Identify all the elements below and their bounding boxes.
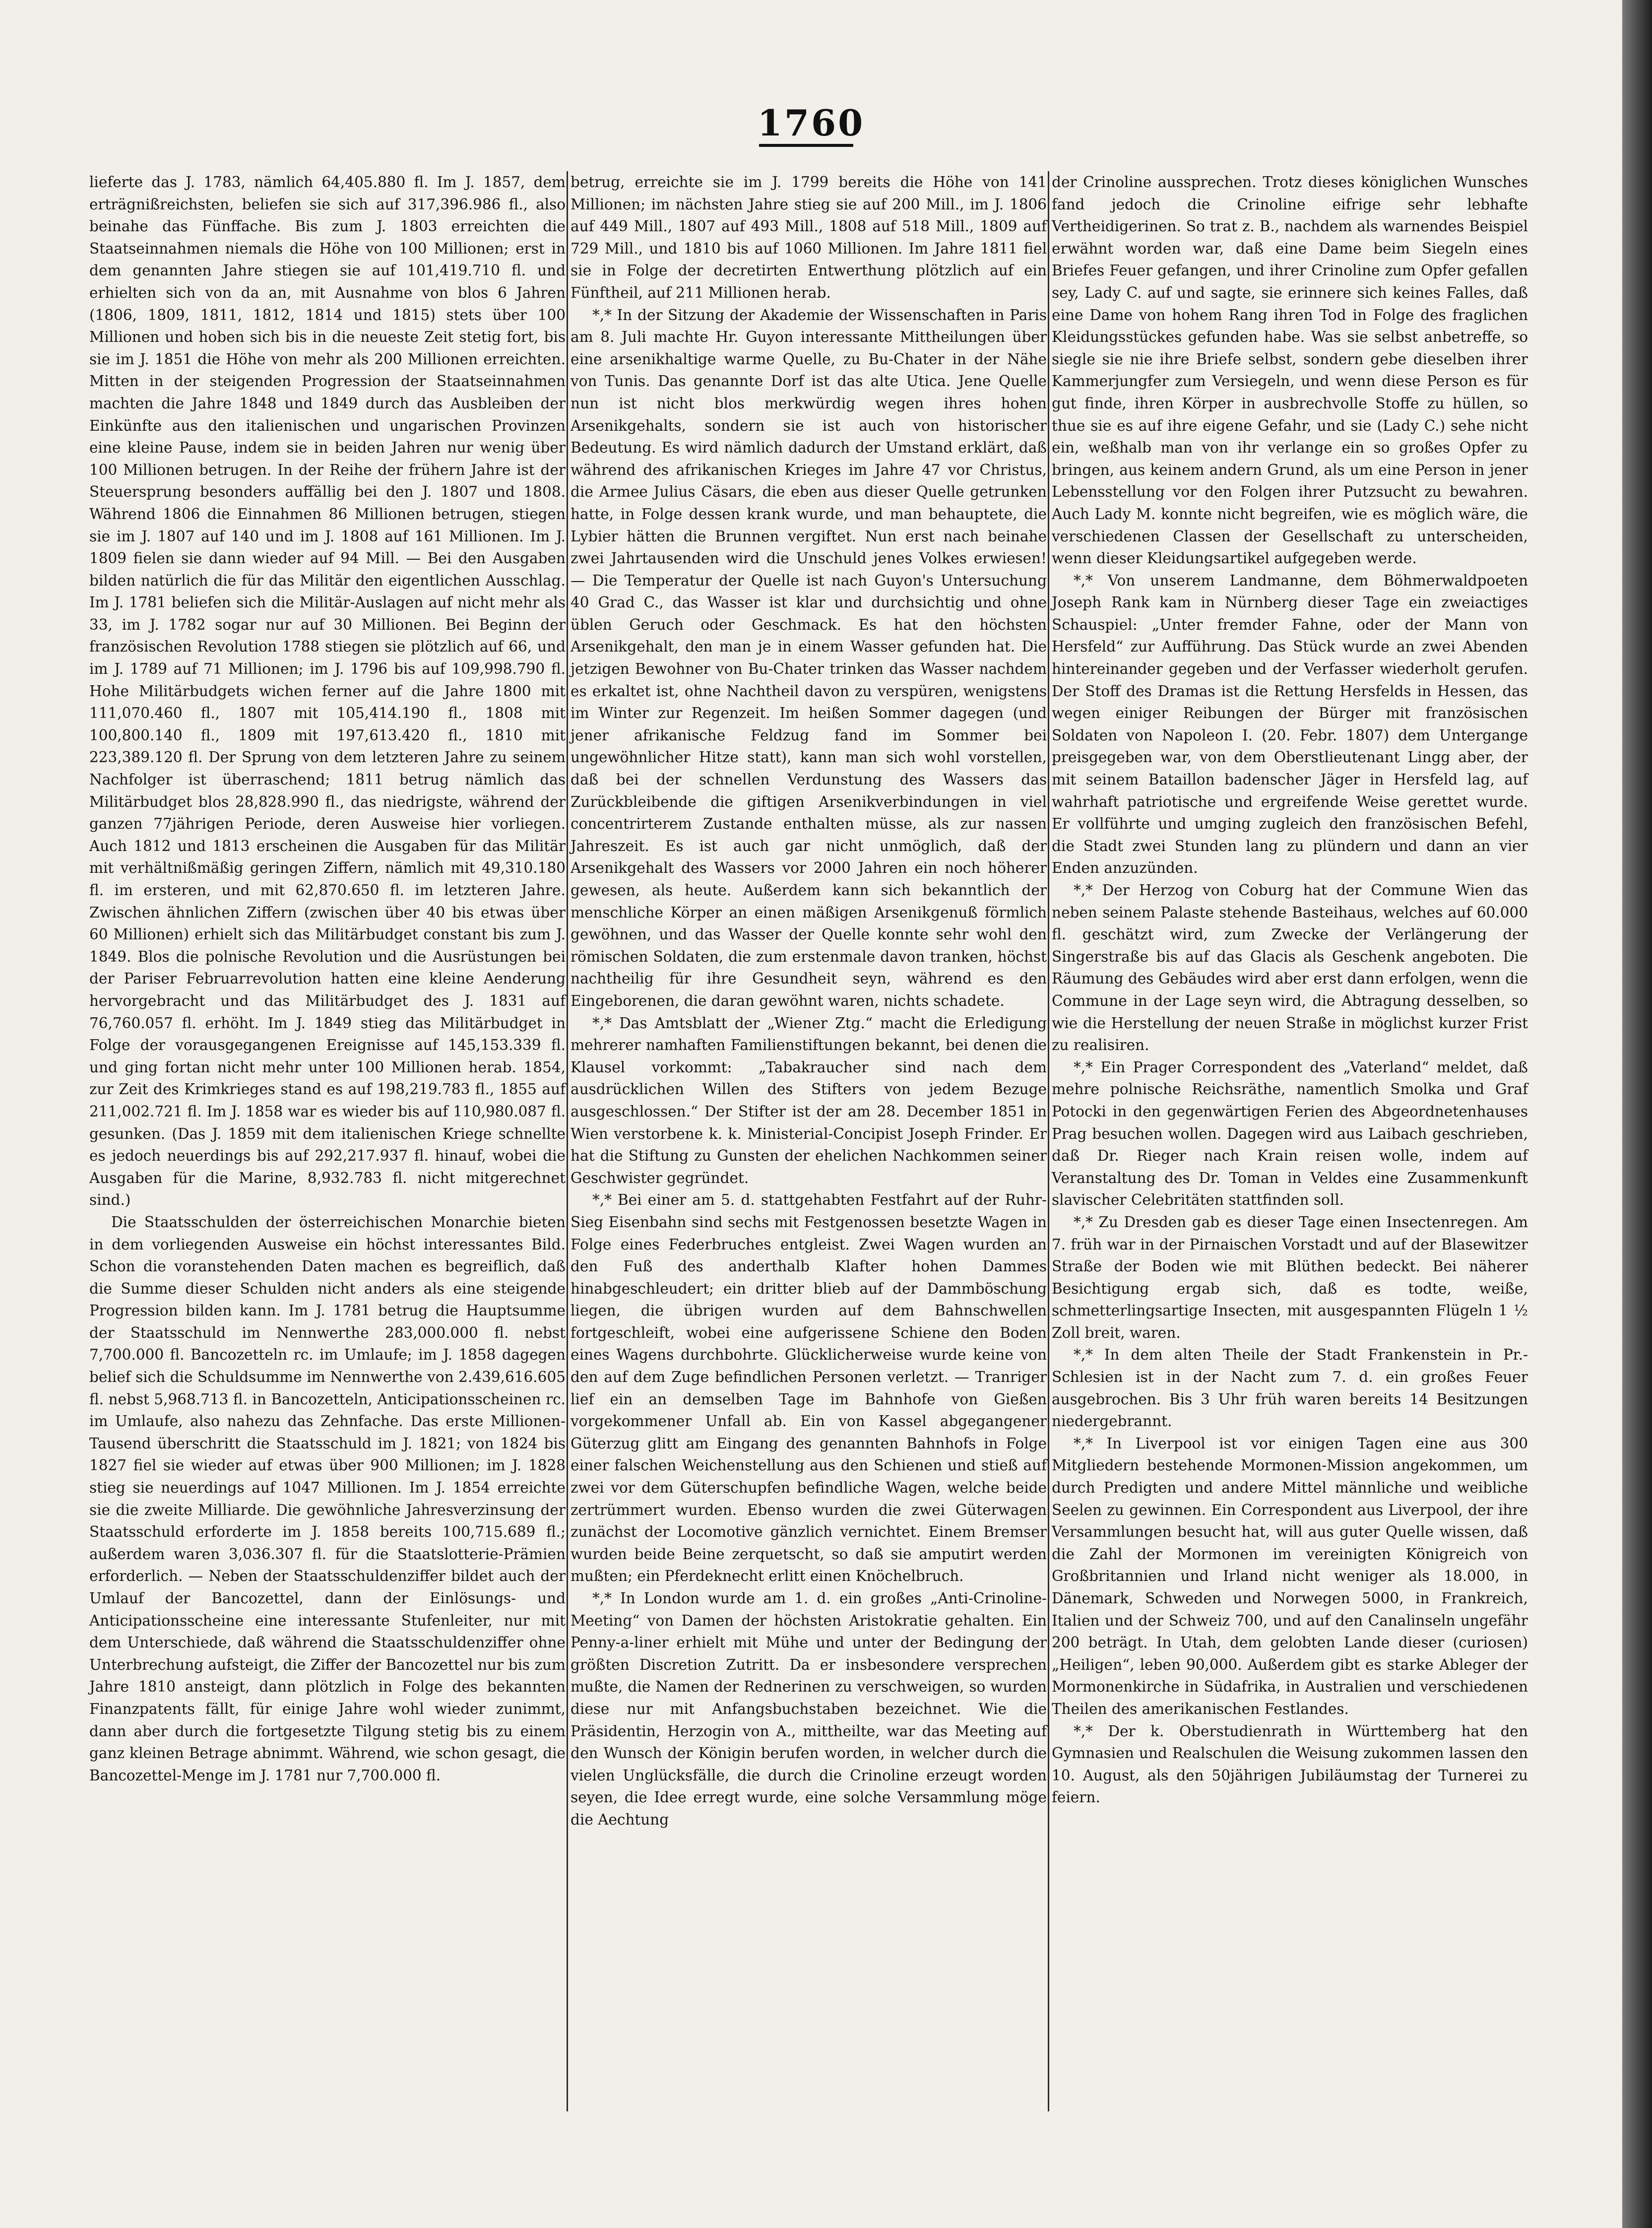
article-paragraph: Die Staatsschulden der österreichischen Monarchie bieten in dem vorliegenden Ausweise ein höchst interessantes Bild. Schon die voranstehenden Daten machen es begreiflich, daß die Summe dieser Schulden nicht anders als eine steigende Progression bilden kann. Im J. 1781 betrug die Hauptsumme der Staatsschuld im Nennwerthe 283,000.000 fl. nebst 7,700.000 fl. Bancozetteln rc. im Umlaufe; im J. 1858 dagegen belief sich die Schuldsumme im Nennwerthe von 2.439,616.605 fl. nebst 5,968.713 fl. in Bancozetteln, Anticipationsscheinen rc. im Umlaufe, also nahezu das Zehnfache. Das erste Millionen-Tausend überschritt die Staatsschuld im J. 1821; von 1824 bis 1827 fiel sie wieder auf etwas über 900 Millionen; im J. 1828 stieg sie neuerdings auf 1047 Millionen. Im J. 1854 erreichte sie die zweite Milliarde. Die gewöhnliche Jahresverzinsung der Staatsschuld erforderte im J. 1858 bereits 100,715.689 fl.; außerdem waren 3,036.307 fl. für die Staatslotterie-Prämien erforderlich. — Neben der Staatsschuldenziffer bildet auch der Umlauf der Bancozettel, dann der Einlösungs- und Anticipationsscheine eine interessante Stufenleiter, nur mit dem Unterschiede, daß während die Staatsschuldenziffer ohne Unterbrechung aufsteigt, die Ziffer der Bancozettel nur bis zum Jahre 1810 ansteigt, dann plötzlich in Folge des bekannten Finanzpatents fällt, für einige Jahre wohl wieder zunimmt, dann aber durch die fortgesetzte Tilgung stetig bis zu einem ganz kleinen Betrage abnimmt. Während, wie schon gesagt, die Bancozettel-Menge im J. 1781 nur 7,700.000 fl.: [89, 1213, 566, 1784]
page-edge-shadow: [1622, 0, 1652, 2228]
article-paragraph: lieferte das J. 1783, nämlich 64,405.880 fl. Im J. 1857, dem erträgnißreichsten, beliefen sie sich auf 317,396.986 fl., also beinahe das Fünffache. Bis zum J. 1803 erreichten die Staatseinnahmen niemals die Höhe von 100 Millionen; erst in dem genannten Jahre stiegen sie auf 101,419.710 fl. und erhielten sich von da an, mit Ausnahme von blos 6 Jahren (1806, 1809, 1811, 1812, 1814 und 1815) stets über 100 Millionen und hoben sich bis in die neueste Zeit stetig fort, bis sie im J. 1851 die Höhe von mehr als 200 Millionen erreichten. Mitten in der steigenden Progression der Staatseinnahmen machten die Jahre 1848 und 1849 durch das Ausbleiben der Einkünfte aus den italienischen und ungarischen Provinzen eine kleine Pause, indem sie in beiden Jahren nur wenig über 100 Millionen betrugen. In der Reihe der frühern Jahre ist der Steuersprung besonders auffällig bei den J. 1807 und 1808. Während 1806 die Einnahmen 86 Millionen betrugen, stiegen sie im J. 1807 auf 140 und im J. 1808 auf 161 Millionen. Im J. 1809 fielen sie dann wieder auf 94 Mill. — Bei den Ausgaben bilden natürlich die für das Militär den eigentlichen Ausschlag. Im J. 1781 beliefen sich die Militär-Auslagen auf nicht mehr als 33, im J. 1782 sogar nur auf 30 Millionen. Bei Beginn der französischen Revolution 1788 stiegen sie plötzlich auf 66, und im J. 1789 auf 71 Millionen; im J. 1796 bis auf 109,998.790 fl. Hohe Militärbudgets wichen ferner auf die Jahre 1800 mit 111,070.460 fl., 1807 mit 105,414.190 fl., 1808 mit 100,800.140 fl., 1809 mit 197,613.420 fl., 1810 mit 223,389.120 fl. Der Sprung von dem letzteren Jahre zu seinem Nachfolger ist überraschend; 1811 betrug nämlich das Militärbudget blos 28,828.990 fl., das niedrigste, während der ganzen 77jährigen Periode, deren Ausweise hier vorliegen. Auch 1812 und 1813 erscheinen die Ausgaben für das Militär mit verhältnißmäßig geringen Ziffern, nämlich mit 49,310.180 fl. im ersteren, und mit 62,870.650 fl. im letzteren Jahre. Zwischen ähnlichen Ziffern (zwischen über 40 bis etwas über 60 Millionen) erhielt sich das Militärbudget constant bis zum J. 1849. Blos die polnische Revolution und die Ausrüstungen bei der Pariser Februarrevolution hatten eine kleine Aenderung hervorgebracht und das Militärbudget des J. 1831 auf 76,760.057 fl. erhöht. Im J. 1849 stieg das Militärbudget in Folge der vorausgegangenen Ereignisse auf 145,153.339 fl. und ging fortan nicht mehr unter 100 Millionen herab. 1854, zur Zeit des Krimkrieges stand es auf 198,219.783 fl., 1855 auf 211,002.721 fl. Im J. 1858 war es wieder bis auf 110,980.087 fl. gesunken. (Das J. 1859 mit dem italienischen Kriege schnellte es jedoch neuerdings bis auf 292,217.937 fl. hinauf, wobei die Ausgaben für die Marine, 8,932.783 fl. nicht mitgerechnet sind.): [89, 174, 566, 1209]
article-paragraph: *,* In London wurde am 1. d. ein großes „Anti-Crinoline-Meeting“ von Damen der höchsten Aristokratie gehalten. Ein Penny-a-liner erhielt mit Mühe und unter der Bedingung der größten Discretion Zutritt. Da er insbesondere versprechen mußte, die Namen der Rednerinen zu verschweigen, so wurden diese nur mit Anfangsbuchstaben bezeichnet. Wie die Präsidentin, Herzogin von A., mittheilte, war das Meeting auf den Wunsch der Königin berufen worden, in welcher durch die vielen Unglücksfälle, die durch die Crinoline erzeugt worden seyen, die Idee erregt wurde, eine solche Versammlung möge die Aechtung: [571, 1590, 1047, 1828]
article-paragraph: der Crinoline aussprechen. Trotz dieses königlichen Wunsches fand jedoch die Crinoline eifrige sehr lebhafte Vertheidigerinen. So trat z. B., nachdem als warnendes Beispiel erwähnt worden war, daß eine Dame beim Siegeln eines Briefes Feuer gefangen, und ihrer Crinoline zum Opfer gefallen sey, Lady C. auf und sagte, sie erinnere sich keines Falles, daß eine Dame von hohem Rang ihren Tod in Folge des fraglichen Kleidungsstückes gefunden habe. Was sie selbst anbetreffe, so siegle sie nie ihre Briefe selbst, sondern gebe dieselben ihrer Kammerjungfer zum Versiegeln, und wenn diese Person es für gut finde, ihren Körper in ausbrechvolle Stoffe zu hüllen, so thue sie es auf ihre eigene Gefahr, und sie (Lady C.) sehe nicht ein, weßhalb man von ihr verlange ein so großes Opfer zu bringen, aus keinem andern Grund, als um eine Person in jener Lebensstellung vor den Folgen ihrer Putzsucht zu bewahren. Auch Lady M. konnte nicht begreifen, wie es möglich wäre, die verschiedenen Classen der Gesellschaft zu unterscheiden, wenn dieser Kleidungsartikel aufgegeben werde.: [1052, 174, 1528, 567]
header-rule: [759, 144, 853, 147]
column-2: [571, 171, 1047, 1831]
article-paragraph: *,* Bei einer am 5. d. stattgehabten Festfahrt auf der Ruhr-Sieg Eisenbahn sind sechs mit Festgenossen besetzte Wagen in Folge eines Federbruches entgleist. Zwei Wagen wurden an den Fuß des anderthalb Klafter hohen Dammes hinabgeschleudert; ein dritter blieb auf der Dammböschung liegen, die übrigen wurden auf dem Bahnschwellen fortgeschleift, wobei eine aufgerissene Schiene den Boden eines Wagens durchbohrte. Glücklicherweise wurde keine von den auf dem Zuge befindlichen Personen verletzt. — Tranriger lief ein an demselben Tage im Bahnhofe von Gießen vorgekommener Unfall ab. Ein von Kassel abgegangener Güterzug glitt am Eingang des genannten Bahnhofs in Folge einer falschen Weichenstellung aus den Schienen und stieß auf zwei vor dem Güterschupfen befindliche Wagen, welche beide zertrümmert wurden. Ebenso wurden die zwei Güterwagen zunächst der Locomotive gänzlich vernichtet. Einem Bremser wurden beide Beine zerquetscht, so daß sie amputirt werden mußten; ein Pferdeknecht erlitt einen Knöchelbruch.: [571, 1191, 1047, 1585]
article-paragraph: *,* Ein Prager Correspondent des „Vaterland“ meldet, daß mehre polnische Reichsräthe, namentlich Smolka und Graf Potocki in den gegenwärtigen Ferien des Abgeordnetenhauses Prag besuchen wollen. Dagegen wird aus Laibach geschrieben, daß Dr. Rieger nach Krain reisen wolle, indem auf Veranstaltung des Dr. Toman in Veldes eine Zusammenkunft slavischer Celebritäten stattfinden soll.: [1052, 1058, 1528, 1209]
article-paragraph: *,* In dem alten Theile der Stadt Frankenstein in Pr.-Schlesien ist in der Nacht zum 7. d. ein großes Feuer ausgebrochen. Bis 3 Uhr früh waren bereits 14 Besitzungen niedergebrannt.: [1052, 1346, 1528, 1430]
article-paragraph: *,* Das Amtsblatt der „Wiener Ztg.“ macht die Erledigung mehrerer namhaften Familienstiftungen bekannt, bei denen die Klausel vorkommt: „Tabakraucher sind nach dem ausdrücklichen Willen des Stifters von jedem Bezuge ausgeschlossen.“ Der Stifter ist der am 28. December 1851 in Wien verstorbene k. k. Ministerial-Concipist Joseph Frinder. Er hat die Stiftung zu Gunsten der ehelichen Nachkommen seiner Geschwister gegründet.: [571, 1014, 1047, 1186]
column-divider: [567, 171, 568, 2111]
column-divider: [1048, 171, 1049, 2111]
page-number: 1760: [757, 102, 865, 144]
article-paragraph: *,* Der Herzog von Coburg hat der Commune Wien das neben seinem Palaste stehende Basteihaus, welches auf 60.000 fl. geschätzt wird, zum Zwecke der Verlängerung der Singerstraße bis auf das Glacis als Geschenk angeboten. Die Räumung des Gebäudes wird aber erst dann erfolgen, wenn die Commune in der Lage seyn wird, die Abtragung desselben, so wie die Herstellung der neuen Straße in möglichst kurzer Frist zu realisiren.: [1052, 882, 1528, 1054]
column-1: [89, 171, 566, 1786]
article-paragraph: *,* Zu Dresden gab es dieser Tage einen Insectenregen. Am 7. früh war in der Pirnaischen Vorstadt und auf der Blasewitzer Straße der Boden wie mit Blüthen bedeckt. Bei näherer Besichtigung ergab sich, daß es todte, weiße, schmetterlingsartige Insecten, mit ausgespannten Flügeln 1 ½ Zoll breit, waren.: [1052, 1213, 1528, 1341]
article-paragraph: *,* Der k. Oberstudienrath in Württemberg hat den Gymnasien und Realschulen die Weisung zukommen lassen den 10. August, als den 50jährigen Jubiläumstag der Turnerei zu feiern.: [1052, 1722, 1528, 1806]
article-paragraph: *,* In Liverpool ist vor einigen Tagen eine aus 300 Mitgliedern bestehende Mormonen-Mission angekommen, um durch Predigten und andere Mittel männliche und weibliche Seelen zu gewinnen. Ein Correspondent aus Liverpool, der ihre Versammlungen besucht hat, will aus guter Quelle wissen, daß die Zahl der Mormonen im vereinigten Königreich von Großbritannien und Irland nicht weniger als 18.000, in Dänemark, Schweden und Norwegen 5000, in Frankreich, Italien und der Schweiz 700, und auf den Canalinseln ungefähr 200 beträgt. In Utah, dem gelobten Lande dieser (curiosen) „Heiligen“, leben 90,000. Außerdem gibt es starke Ableger der Mormonenkirche in Südafrika, in Australien und verschiedenen Theilen des amerikanischen Festlandes.: [1052, 1435, 1528, 1717]
article-paragraph: *,* Von unserem Landmanne, dem Böhmerwaldpoeten Joseph Rank kam in Nürnberg dieser Tage ein zweiactiges Schauspiel: „Unter fremder Fahne, oder der Mann von Hersfeld“ zur Aufführung. Das Stück wurde an zwei Abenden hintereinander gegeben und der Verfasser wiederholt gerufen. Der Stoff des Dramas ist die Rettung Hersfelds in Hessen, das wegen einiger Reibungen der Bürger mit französischen Soldaten von Napoleon I. (20. Febr. 1807) dem Untergange preisgegeben war, von dem Oberstlieutenant Lingg aber, der mit seinem Bataillon badenscher Jäger in Hersfeld lag, auf wahrhaft patriotische und ergreifende Weise gerettet wurde. Er vollführte und umging zugleich den französischen Befehl, die Stadt zwei Stunden lang zu plündern und dann an vier Enden anzuzünden.: [1052, 572, 1528, 877]
article-paragraph: *,* In der Sitzung der Akademie der Wissenschaften in Paris am 8. Juli machte Hr. Guyon interessante Mittheilungen über eine arsenikhaltige warme Quelle, zu Bu-Chater in der Nähe von Tunis. Das genannte Dorf ist das alte Utica. Jene Quelle nun ist nicht blos merkwürdig wegen ihres hohen Arsenikgehalts, sondern sie ist auch von historischer Bedeutung. Es wird nämlich dadurch der Umstand erklärt, daß während des afrikanischen Krieges im Jahre 47 vor Christus, die Armee Julius Cäsars, die eben aus dieser Quelle getrunken hatte, in Folge dessen krank wurde, und man behauptete, die Lybier hätten die Brunnen vergiftet. Nun erst nach beinahe zwei Jahrtausenden wird die Unschuld jenes Volkes erwiesen! — Die Temperatur der Quelle ist nach Guyon's Untersuchung 40 Grad C., das Wasser ist klar und durchsichtig und ohne üblen Geruch oder Geschmack. Es hat den höchsten Arsenikgehalt, den man je in einem Wasser gefunden hat. Die jetzigen Bewohner von Bu-Chater trinken das Wasser nachdem es erkaltet ist, ohne Nachtheil davon zu verspüren, wenigstens im Winter zur Regenzeit. Im heißen Sommer dagegen (und jener afrikanische Feldzug fand im Sommer bei ungewöhnlicher Hitze statt), kann man sich wohl vorstellen, daß bei der schnellen Verdunstung des Wassers das Zurückbleibende die giftigen Arsenikverbindungen in viel concentrirterem Zustande enthalten müsse, als zur nassen Jahreszeit. Es ist auch gar nicht unmöglich, daß der Arsenikgehalt des Wassers vor 2000 Jahren ein noch höherer gewesen, als heute. Außerdem kann sich bekanntlich der menschliche Körper an einen mäßigen Arsenikgenuß förmlich gewöhnen, und das Wasser der Quelle konnte sehr wohl den römischen Soldaten, die zum erstenmale davon tranken, höchst nachtheilig für ihre Gesundheit seyn, während es den Eingeborenen, die daran gewöhnt waren, nichts schadete.: [571, 306, 1047, 1009]
article-paragraph: betrug, erreichte sie im J. 1799 bereits die Höhe von 141 Millionen; im nächsten Jahre stieg sie auf 200 Mill., im J. 1806 auf 449 Mill., 1807 auf 493 Mill., 1808 auf 518 Mill., 1809 auf 729 Mill., und 1810 bis auf 1060 Millionen. Im Jahre 1811 fiel sie in Folge der decretirten Entwerthung plötzlich auf ein Fünftheil, auf 211 Millionen herab.: [571, 174, 1047, 301]
column-3: [1052, 171, 1528, 1809]
